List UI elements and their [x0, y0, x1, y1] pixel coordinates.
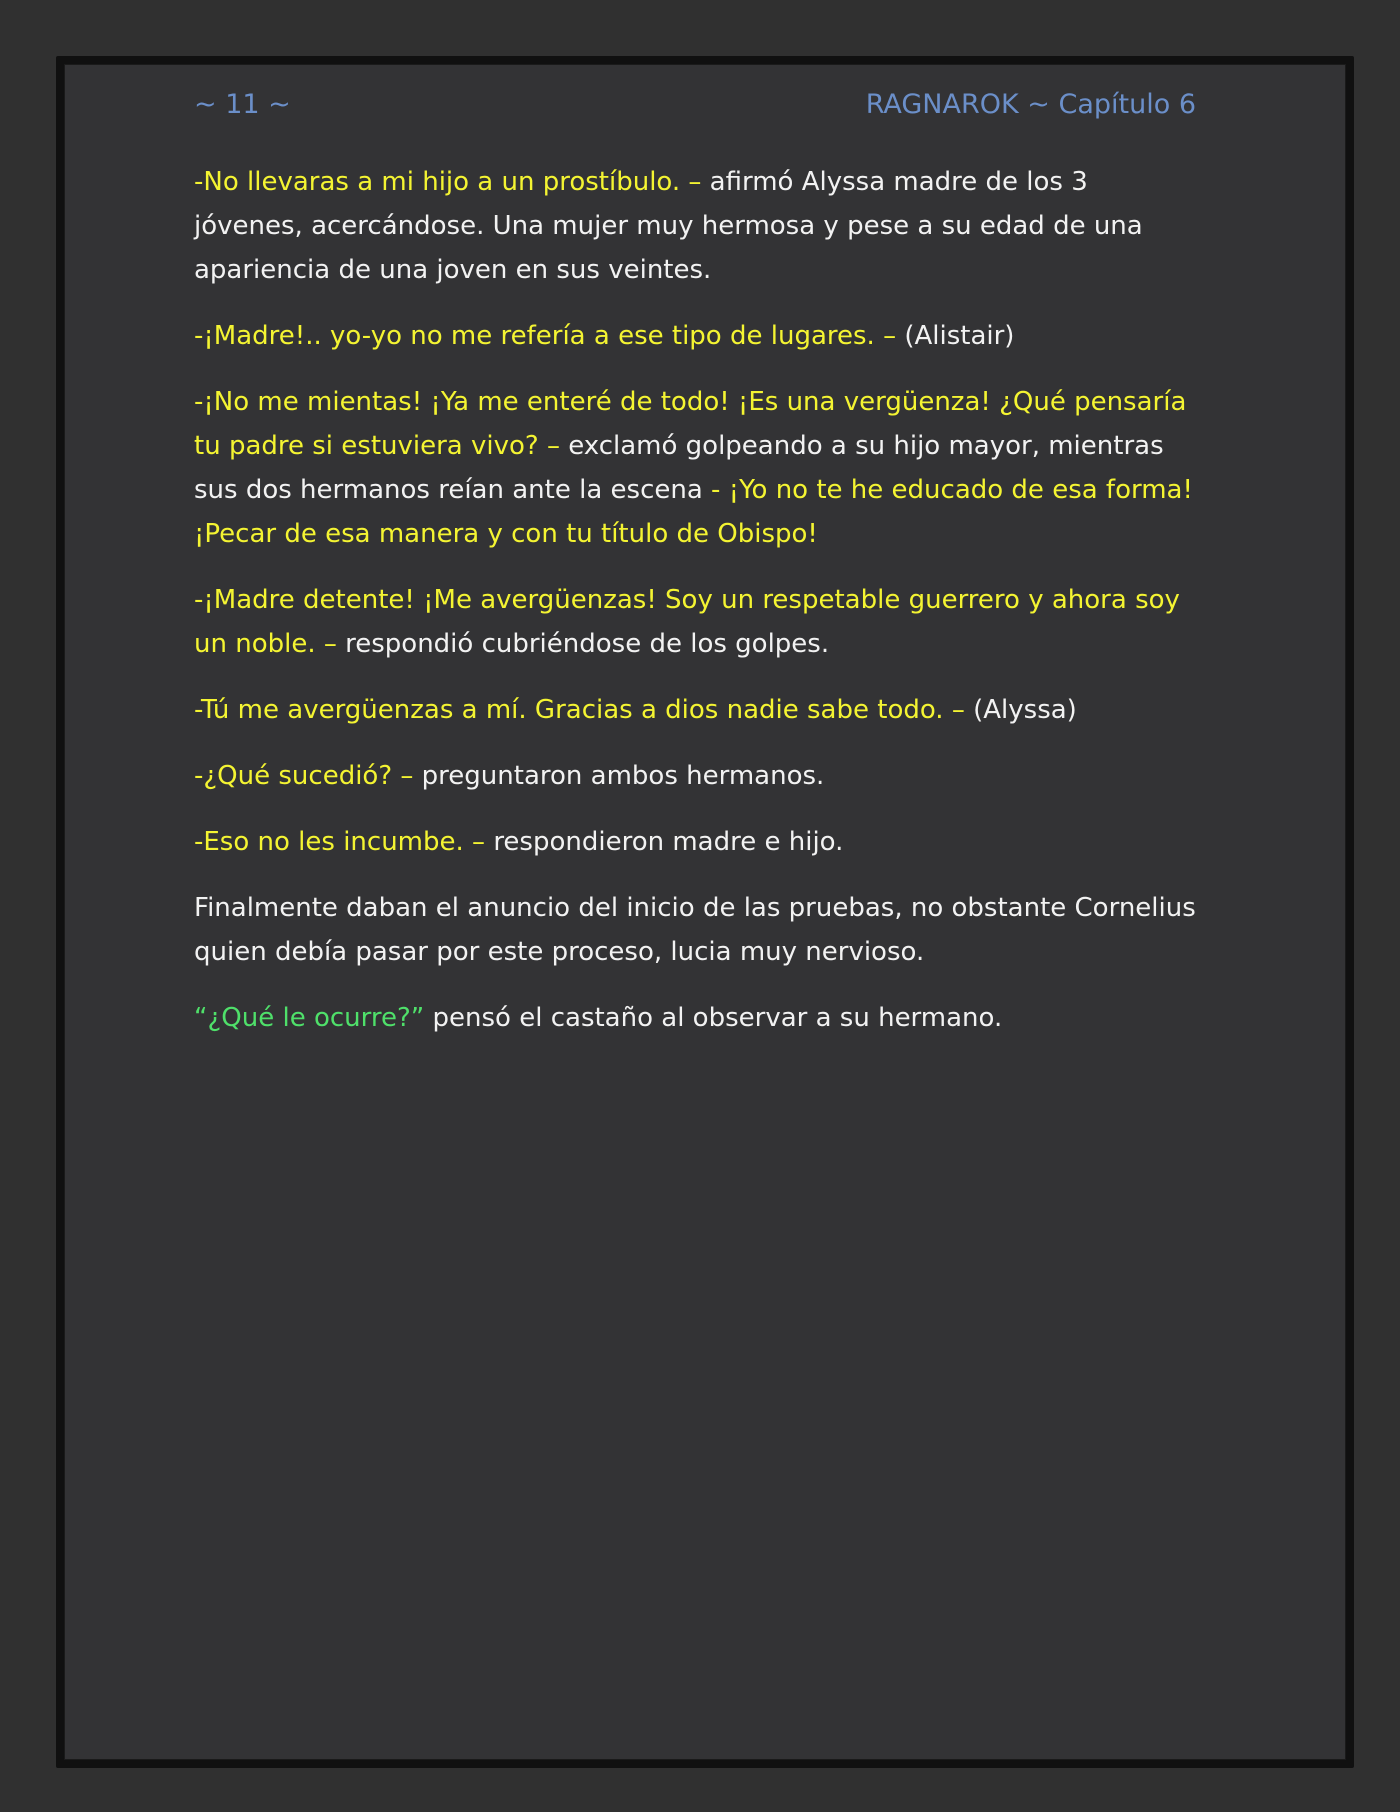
narration-text: afirmó Alyssa madre de los 3 jóvenes, acercándose. Una mujer muy hermosa y pese a su edad de una apariencia de una joven en sus veintes. — [194, 167, 1143, 285]
narration-text: exclamó golpeando a su hijo mayor, mientras sus dos hermanos reían ante la escena — [194, 431, 1164, 505]
page-number: ~ 11 ~ — [194, 88, 291, 120]
dialogue-text: -Tú me avergüenzas a mí. Gracias a dios nadie sabe todo. – — [194, 695, 974, 725]
page-content — [194, 160, 1204, 1062]
narration-text: preguntaron ambos hermanos. — [421, 761, 825, 791]
dialogue-text: -¿Qué sucedió? – — [194, 761, 422, 791]
paragraph — [194, 688, 1204, 732]
narration-text: (Alistair) — [904, 321, 1015, 351]
paragraph — [194, 160, 1204, 292]
dialogue-text: -Eso no les incumbe. – — [194, 827, 494, 857]
dialogue-text: - ¡Yo no te he educado de esa forma! ¡Pecar de esa manera y con tu título de Obispo! — [194, 475, 1193, 549]
paragraph — [194, 578, 1204, 666]
thought-text: “¿Qué le ocurre?” — [194, 1003, 433, 1033]
chapter-title: RAGNAROK ~ Capítulo 6 — [865, 88, 1196, 120]
dialogue-text: -¡Madre!.. yo-yo no me refería a ese tipo de lugares. – — [194, 321, 905, 351]
paragraph — [194, 820, 1204, 864]
narration-text: pensó el castaño al observar a su hermano. — [432, 1003, 1003, 1033]
page-header — [194, 84, 1196, 124]
paragraph — [194, 754, 1204, 798]
paragraph — [194, 996, 1204, 1040]
narration-text: respondieron madre e hijo. — [493, 827, 844, 857]
dialogue-text: -No llevaras a mi hijo a un prostíbulo. – — [194, 167, 710, 197]
narration-text: (Alyssa) — [973, 695, 1077, 725]
paragraph — [194, 314, 1204, 358]
narration-text: respondió cubriéndose de los golpes. — [345, 629, 830, 659]
narration-text: Finalmente daban el anuncio del inicio de las pruebas, no obstante Cornelius quien debía pasar por este proceso, lucia muy nervioso. — [194, 893, 1196, 967]
paragraph — [194, 380, 1204, 556]
dialogue-text: -¡No me mientas! ¡Ya me enteré de todo! ¡Es una vergüenza! ¿Qué pensaría tu padre si estuviera vivo? – — [194, 387, 1187, 461]
dialogue-text: -¡Madre detente! ¡Me avergüenzas! Soy un respetable guerrero y ahora soy un noble. – — [194, 585, 1180, 659]
paragraph — [194, 886, 1204, 974]
